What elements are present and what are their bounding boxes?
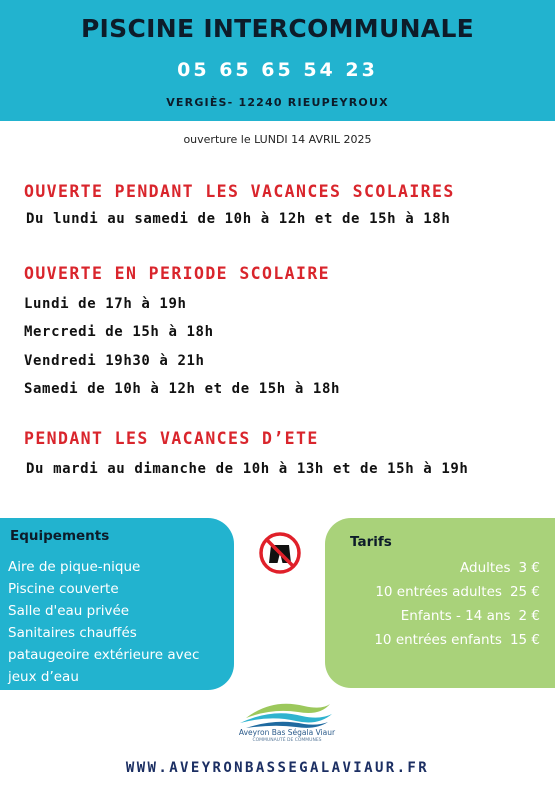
schedule-line: Lundi de 17h à 19h	[24, 296, 187, 312]
list-item: Sanitaires chauffés	[8, 625, 137, 641]
tarifs-list	[330, 556, 540, 652]
tarifs-title: Tarifs	[350, 534, 392, 550]
schedule-line: Samedi de 10h à 12h et de 15h à 18h	[24, 381, 341, 397]
list-item	[330, 580, 540, 604]
section-heading-summer-holidays: PENDANT LES VACANCES D’ETE	[24, 429, 319, 448]
list-item: Piscine couverte	[8, 581, 119, 597]
tarif-label: 10 entrées enfants	[374, 632, 502, 648]
schedule-line: Vendredi 19h30 à 21h	[24, 353, 205, 369]
logo-name: Aveyron Bas Ségala Viaur	[238, 728, 336, 737]
list-item: Aire de pique-nique	[8, 559, 141, 575]
list-item	[330, 604, 540, 628]
tarif-label: 10 entrées adultes	[375, 584, 502, 600]
tarif-label: Enfants - 14 ans	[400, 608, 511, 624]
schedule-line: Du mardi au dimanche de 10h à 13h et de 15h à 19h	[26, 461, 469, 477]
equipements-list	[8, 556, 230, 688]
schedule-line: Mercredi de 15h à 18h	[24, 324, 214, 340]
opening-date: ouverture le LUNDI 14 AVRIL 2025	[183, 133, 372, 146]
tarif-label: Adultes	[460, 560, 511, 576]
section-heading-school-holidays: OUVERTE PENDANT LES VACANCES SCOLAIRES	[24, 182, 455, 201]
page-title: PISCINE INTERCOMMUNALE	[80, 14, 475, 43]
equipements-title: Equipements	[10, 528, 110, 544]
section-heading-school-period: OUVERTE EN PERIODE SCOLAIRE	[24, 264, 331, 283]
list-item: Salle d'eau privée	[8, 603, 130, 619]
logo-subtitle: COMMUNAUTÉ DE COMMUNES	[252, 738, 322, 743]
list-item	[330, 628, 540, 652]
tarif-price: 3 €	[518, 560, 540, 576]
address: VERGIÈS- 12240 RIEUPEYROUX	[166, 96, 389, 109]
tarif-price: 15 €	[509, 632, 540, 648]
no-shorts-icon	[258, 531, 302, 575]
schedule-line: Du lundi au samedi de 10h à 12h et de 15h à 18h	[26, 211, 451, 227]
website-link[interactable]: WWW.AVEYRONBASSEGALAVIAUR.FR	[125, 760, 430, 776]
phone-number: 05 65 65 54 23	[177, 59, 378, 81]
list-item: pataugeoire extérieure avec jeux d’eau	[8, 647, 200, 685]
tarif-price: 25 €	[509, 584, 540, 600]
list-item	[330, 556, 540, 580]
tarif-price: 2 €	[518, 608, 540, 624]
